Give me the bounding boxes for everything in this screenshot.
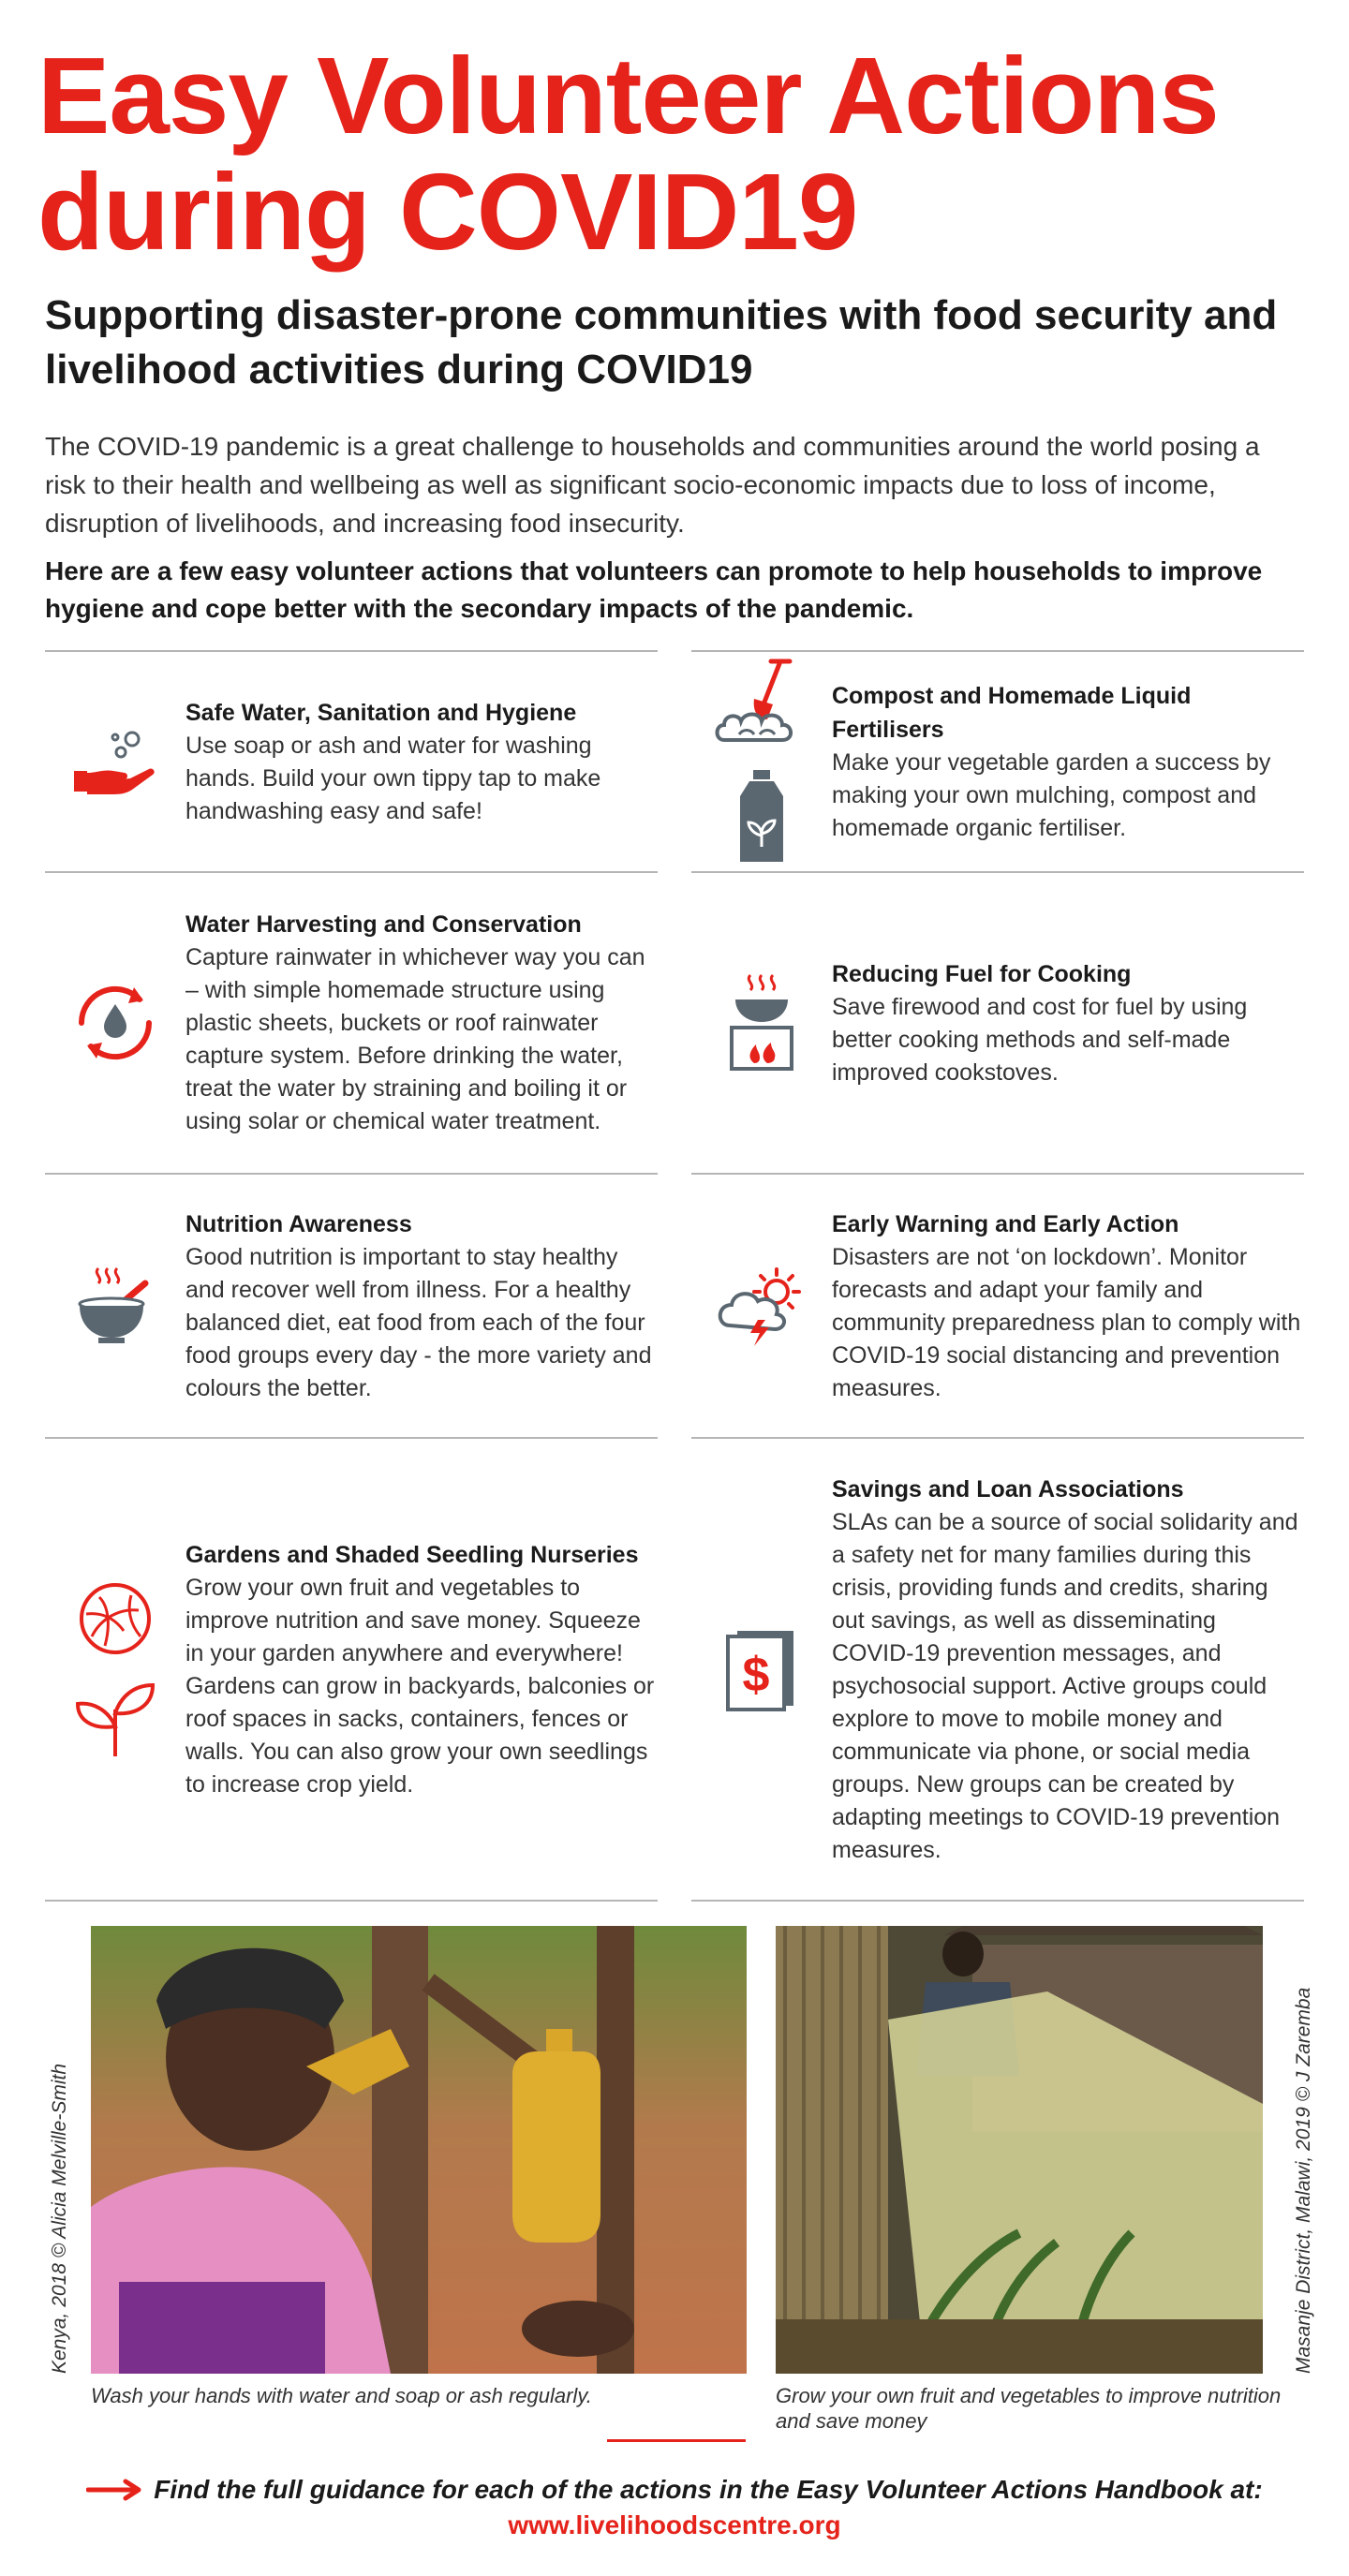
svg-text:$: $	[742, 1648, 770, 1702]
action-title: Water Harvesting and Conservation	[185, 911, 582, 938]
footer-divider	[607, 2439, 746, 2442]
text-area	[832, 1198, 1304, 1414]
footer-text: Find the full guidance for each of the actions in the Easy Volunteer Actions Handbook at:	[154, 2475, 1263, 2504]
water-cycle-icon	[68, 978, 162, 1068]
action-title: Savings and Loan Associations	[832, 1475, 1184, 1503]
cabbage-icon	[73, 1580, 157, 1657]
title-line-2: during COVID19	[37, 151, 858, 273]
icon-area	[691, 1264, 832, 1348]
action-body: Use soap or ash and water for washing hands. Build your own tippy tap to make handwashing easy and safe!	[185, 732, 601, 824]
action-body: Capture rainwater in whichever way you can – with simple homemade structure using plastic sheets, buckets or roof rainwater capture system. Before drinking the water, treat the water by straining and boiling it or using solar or chemical water treatment.	[185, 944, 645, 1134]
icon-area	[45, 724, 185, 799]
handwashing-illustration	[91, 1926, 747, 2374]
action-card-fuel	[691, 871, 1304, 1173]
actions-left-column	[45, 650, 658, 1902]
action-body: Make your vegetable garden a success by making your own mulching, compost and homemade organic fertiliser.	[832, 748, 1271, 841]
action-body: Good nutrition is important to stay healthy and recover well from illness. For a healthy balanced diet, eat food from each of the four food groups every day - the more variety and colours the better.	[185, 1243, 652, 1401]
cookstove-icon	[724, 973, 799, 1073]
seedling-icon	[73, 1678, 157, 1758]
action-title: Nutrition Awareness	[185, 1210, 412, 1237]
intro-paragraph: The COVID-19 pandemic is a great challenge to households and communities around the world posing a risk to their health and wellbeing as well as significant socio-economic impacts due to loss of income, disruption of livelihoods, and increasing food insecurity.	[45, 432, 1260, 538]
text-area	[832, 1463, 1304, 1876]
compost-shovel-icon	[715, 658, 808, 748]
action-title: Early Warning and Early Action	[832, 1210, 1179, 1237]
arrow-right-icon	[86, 2479, 142, 2501]
action-body: Save firewood and cost for fuel by using better cooking methods and self-made improved cookstoves.	[832, 993, 1248, 1086]
action-body: Grow your own fruit and vegetables to improve nutrition and save money. Squeeze in your garden anywhere and everywhere! Gardens can grow in backyards, balconies or roof spaces in sacks, containers, fences or walls. You can also grow your own seedlings to increase crop yield.	[185, 1574, 655, 1798]
text-area	[832, 948, 1304, 1099]
action-title: Safe Water, Sanitation and Hygiene	[185, 699, 577, 726]
photo-handwashing	[91, 1926, 747, 2374]
icon-area	[45, 978, 185, 1068]
action-title: Compost and Homemade Liquid Fertilisers	[832, 682, 1192, 743]
footer-link[interactable]: www.livelihoodscentre.org	[508, 2510, 841, 2539]
icon-area	[691, 658, 832, 866]
photo-credit-right: Masanje District, Malawi, 2019 © J Zaremba	[1293, 1987, 1314, 2374]
actions-right-column	[691, 650, 1304, 1902]
action-card-water	[45, 871, 658, 1173]
action-card-savings	[691, 1437, 1304, 1902]
text-area	[185, 1529, 658, 1811]
photo-caption-left: Wash your hands with water and soap or ash regularly.	[91, 2384, 592, 2407]
icon-area	[691, 1627, 832, 1711]
photo-caption-right: Grow your own fruit and vegetables to improve nutrition and save money	[776, 2384, 1282, 2433]
food-bowl-icon	[70, 1263, 160, 1349]
icon-area	[45, 1263, 185, 1349]
photo-garden	[776, 1926, 1263, 2374]
page-title	[37, 35, 1312, 273]
lead-paragraph: Here are a few easy volunteer actions that volunteers can promote to help households to improve hygiene and cope better with the secondary impacts of the pandemic.	[45, 556, 1263, 623]
storm-cloud-icon	[715, 1264, 808, 1348]
text-area	[185, 687, 658, 837]
action-card-nutrition	[45, 1173, 658, 1437]
action-card-wash	[45, 650, 658, 871]
money-icon	[724, 1627, 799, 1711]
footer	[37, 2473, 1312, 2544]
text-area	[185, 1198, 658, 1414]
icon-area	[45, 1580, 185, 1758]
action-title: Reducing Fuel for Cooking	[832, 960, 1132, 987]
action-card-gardens	[45, 1437, 658, 1902]
garden-illustration	[776, 1926, 1263, 2374]
footer-line	[86, 2473, 1262, 2507]
title-line-1: Easy Volunteer Actions	[37, 35, 1219, 156]
action-title: Gardens and Shaded Seedling Nurseries	[185, 1541, 639, 1568]
action-body: Disasters are not ‘on lockdown’. Monitor forecasts and adapt your family and community preparedness plan to comply with COVID-19 social distancing and prevention measures.	[832, 1243, 1301, 1401]
text-area	[832, 670, 1304, 854]
subtitle: Supporting disaster-prone communities with food security and livelihood activities during COVID19	[45, 292, 1278, 392]
action-card-compost	[691, 650, 1304, 871]
text-area	[185, 898, 658, 1147]
fertiliser-bottle-icon	[729, 768, 794, 866]
handwash-icon	[70, 724, 160, 799]
action-card-early-warning	[691, 1173, 1304, 1437]
icon-area	[691, 973, 832, 1073]
photo-credit-left: Kenya, 2018 © Alicia Melville-Smith	[49, 2064, 70, 2374]
action-body: SLAs can be a source of social solidarity and a safety net for many families during this crisis, providing funds and credits, sharing out savings, as well as disseminating COVID-19 prevention messages, and psychosocial support. Active groups could explore to move to mobile money and communicate via phone, or social media groups. New groups can be created by adapting meetings to COVID-19 prevention measures.	[832, 1508, 1298, 1863]
